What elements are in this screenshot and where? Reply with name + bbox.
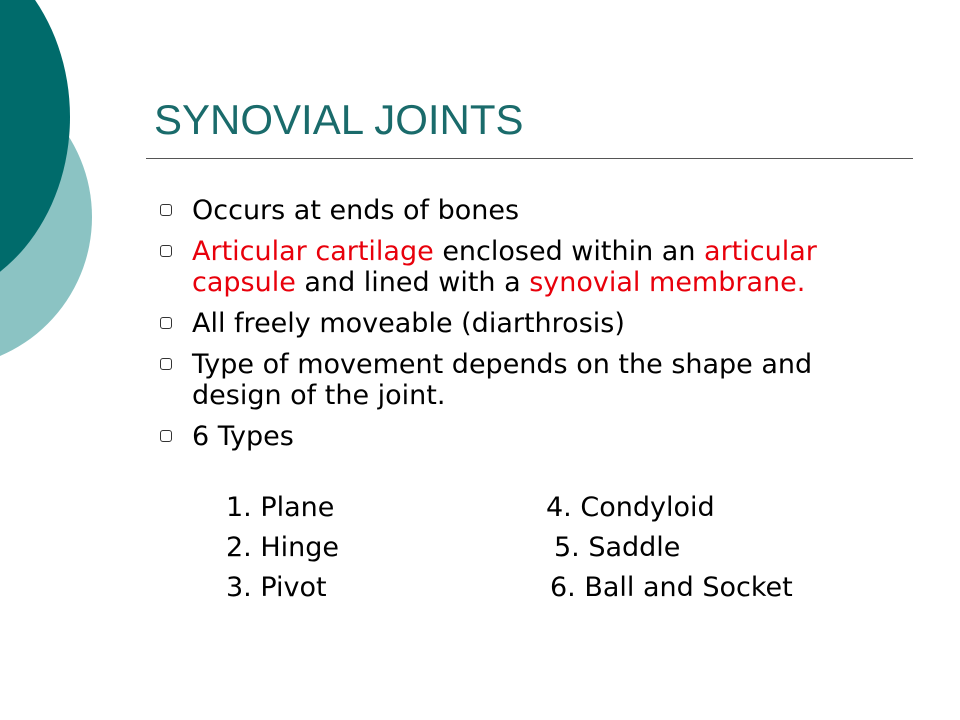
joint-type-right: 5. Saddle bbox=[554, 532, 681, 563]
square-bullet-icon bbox=[160, 204, 172, 216]
joint-type-right: 6. Ball and Socket bbox=[550, 572, 793, 603]
joint-type-row bbox=[226, 570, 916, 610]
joint-type-left: 2. Hinge bbox=[226, 532, 340, 563]
bullet-item bbox=[160, 236, 900, 298]
bullet-item bbox=[160, 308, 900, 339]
joint-type-right: 4. Condyloid bbox=[546, 492, 715, 523]
bullet-text: All freely moveable (diarthrosis) bbox=[192, 308, 625, 339]
bullet-text: enclosed within an bbox=[433, 236, 705, 267]
bullet-text-highlight: articular capsule bbox=[192, 236, 817, 298]
joint-type-row bbox=[226, 490, 916, 530]
joint-types-list bbox=[226, 490, 916, 610]
joint-type-left: 3. Pivot bbox=[226, 572, 327, 603]
square-bullet-icon bbox=[160, 358, 172, 370]
bullet-item bbox=[160, 195, 900, 226]
bullet-text: 6 Types bbox=[192, 421, 294, 452]
bullet-text: and lined with a bbox=[295, 267, 530, 298]
bullet-text: Occurs at ends of bones bbox=[192, 195, 520, 226]
joint-type-left: 1. Plane bbox=[226, 492, 335, 523]
square-bullet-icon bbox=[160, 317, 172, 329]
bullet-text-highlight: synovial membrane. bbox=[529, 267, 806, 298]
square-bullet-icon bbox=[160, 245, 172, 257]
bullet-list bbox=[160, 195, 900, 462]
bullet-item bbox=[160, 349, 900, 411]
square-bullet-icon bbox=[160, 430, 172, 442]
bullet-text: Type of movement depends on the shape and design of the joint. bbox=[192, 349, 813, 411]
bullet-item bbox=[160, 421, 900, 452]
slide-title: SYNOVIAL JOINTS bbox=[154, 96, 524, 143]
joint-type-row bbox=[226, 530, 916, 570]
title-underline bbox=[146, 158, 913, 159]
bullet-text-highlight: Articular cartilage bbox=[192, 236, 434, 267]
